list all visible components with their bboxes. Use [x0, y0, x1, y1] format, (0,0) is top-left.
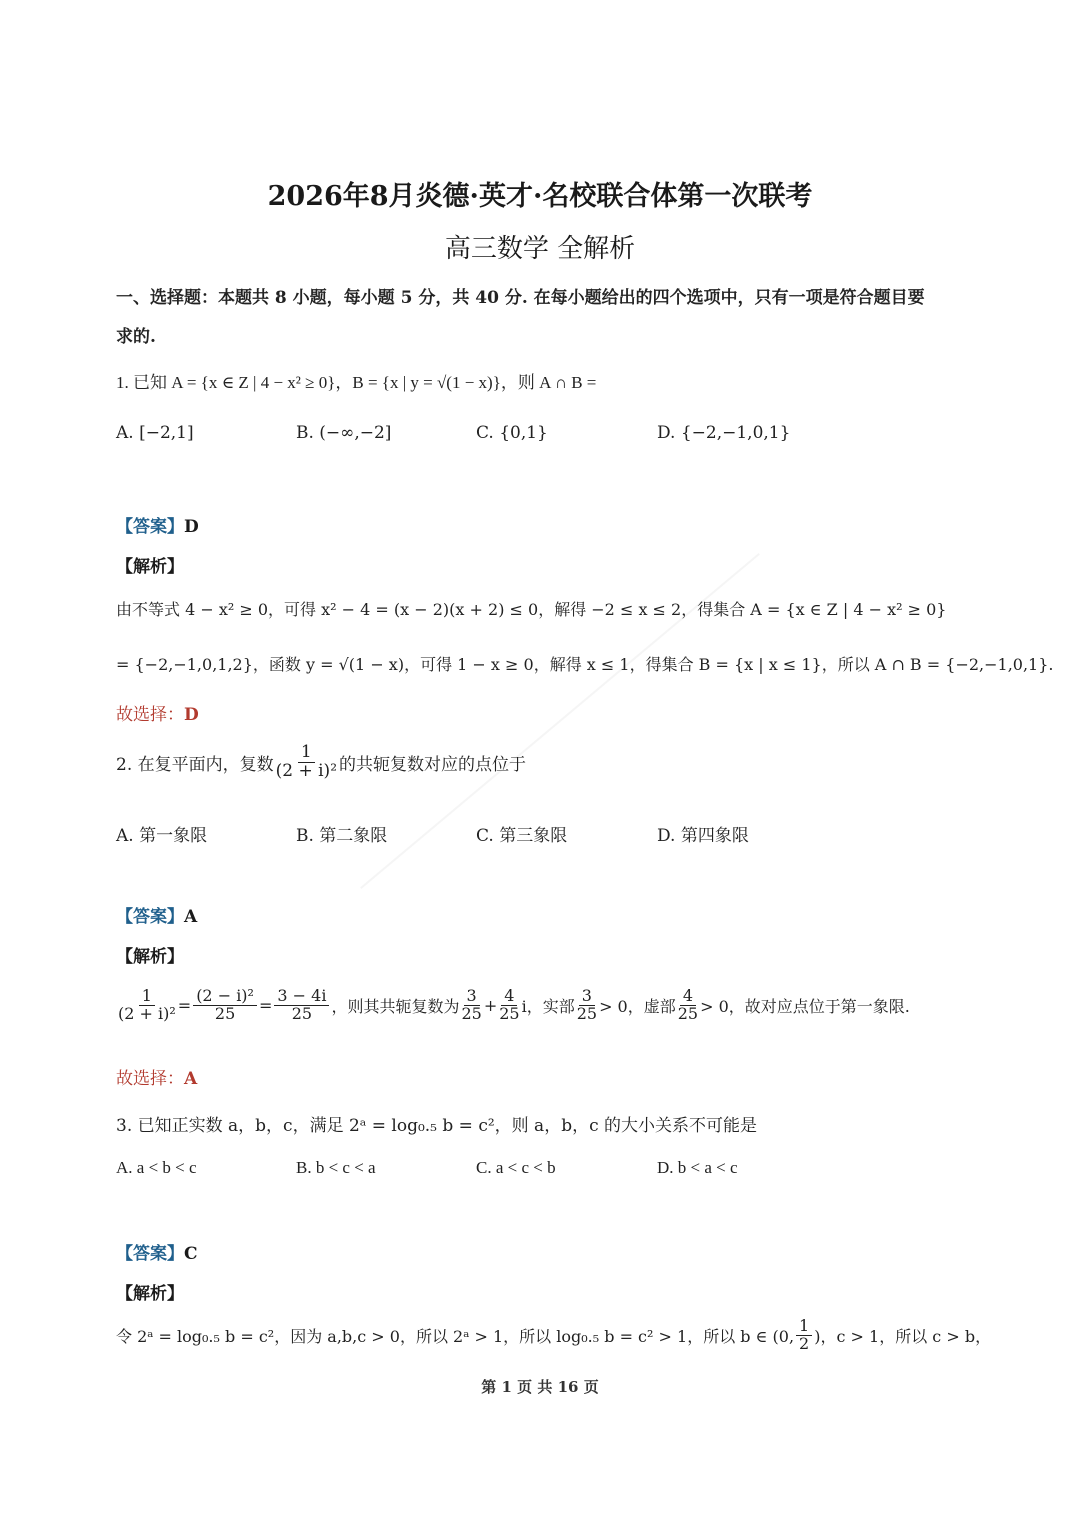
q2-stem-suffix: 的共轭复数对应的点位于 — [339, 754, 527, 775]
section-heading-line2: 求的. — [116, 327, 156, 347]
answer-label: 【答案】 — [116, 1244, 184, 1264]
q3-analysis-label: 【解析】 — [116, 1284, 184, 1304]
conclusion-label: 故选择： — [116, 705, 184, 725]
fraction-denominator: 25 — [214, 1003, 236, 1023]
q3-option-a: A. a < b < c — [116, 1158, 197, 1177]
q3-option-b: B. b < c < a — [296, 1158, 376, 1177]
q1-analysis-line2: = {−2,−1,0,1,2}，函数 y = √(1 − x)，可得 1 − x ≥ 0，解得 x ≤ 1，得集合 B = {x | x ≤ 1}，所以 A ∩ B = {−2,−1,0,1}. — [116, 655, 1054, 674]
fraction-numerator: 4 — [501, 988, 517, 1006]
fraction-numerator: 1 — [298, 744, 315, 763]
q2-option-d: D. 第四象限 — [657, 826, 749, 846]
q2-analysis-line — [116, 988, 910, 1023]
q1-option-b: B. (−∞,−2] — [296, 423, 392, 443]
q2-option-a: A. 第一象限 — [116, 826, 208, 846]
equals-sign: = — [258, 995, 273, 1015]
q1-analysis-label: 【解析】 — [116, 557, 184, 577]
q1-analysis-line1: 由不等式 4 − x² ≥ 0，可得 x² − 4 = (x − 2)(x + 2) ≤ 0，解得 −2 ≤ x ≤ 2，得集合 A = {x ∈ Z | 4 − x² ≥ 0} — [116, 600, 947, 619]
section-heading-line1: 一、选择题：本题共 8 小题，每小题 5 分，共 40 分. 在每小题给出的四个选项中，只有一项是符合题目要 — [116, 288, 925, 308]
fraction-numerator: 4 — [680, 988, 696, 1006]
answer-label: 【答案】 — [116, 517, 184, 537]
q3-analysis-line — [116, 1318, 991, 1353]
fraction-denominator: (2 + i)² — [275, 760, 338, 781]
fraction — [499, 988, 519, 1023]
q2-answer — [116, 902, 197, 927]
fraction-numerator: 1 — [139, 988, 155, 1006]
fraction-denominator: 25 — [576, 1003, 598, 1023]
q1-conclusion — [116, 700, 199, 725]
fraction-numerator: 3 — [464, 988, 480, 1006]
fraction-denominator: (2 + i)² — [118, 1003, 176, 1023]
q3-option-d: D. b < a < c — [657, 1158, 738, 1177]
fraction-numerator: (2 − i)² — [193, 988, 257, 1006]
q2-analysis-label: 【解析】 — [116, 947, 184, 967]
q2-analysis-text-2: i，实部 — [521, 996, 575, 1016]
fraction-denominator: 25 — [291, 1003, 313, 1023]
answer-value: D — [184, 517, 199, 537]
fraction-numerator: 3 — [579, 988, 595, 1006]
fraction — [193, 988, 257, 1023]
q2-option-b: B. 第二象限 — [296, 826, 388, 846]
answer-value: A — [184, 907, 198, 927]
document-subtitle: 高三数学 全解析 — [444, 234, 636, 264]
q2-conclusion — [116, 1064, 197, 1089]
fraction — [461, 988, 481, 1023]
fraction-denominator: 25 — [499, 1003, 520, 1023]
q3-stem: 3. 已知正实数 a，b，c，满足 2ᵃ = log₀.₅ b = c²，则 a，b，c 的大小关系不可能是 — [116, 1116, 758, 1136]
fraction-numerator: 1 — [796, 1318, 812, 1336]
fraction — [577, 988, 597, 1023]
conclusion-value: D — [184, 705, 199, 725]
fraction-numerator: 3 − 4i — [274, 988, 329, 1006]
q1-option-c: C. {0,1} — [476, 423, 548, 443]
q1-answer — [116, 512, 199, 537]
q3-answer — [116, 1239, 198, 1264]
fraction — [118, 988, 176, 1023]
answer-label: 【答案】 — [116, 907, 184, 927]
page-footer: 第 1 页 共 16 页 — [481, 1378, 599, 1396]
q1-stem: 1. 已知 A = {x ∈ Z | 4 − x² ≥ 0}，B = {x | y = √(1 − x)}，则 A ∩ B = — [116, 373, 597, 392]
fraction-denominator: 25 — [677, 1003, 699, 1023]
conclusion-value: A — [184, 1069, 198, 1089]
fraction — [678, 988, 698, 1023]
q2-option-c: C. 第三象限 — [476, 826, 568, 846]
q1-option-d: D. {−2,−1,0,1} — [657, 423, 791, 443]
fraction — [274, 988, 329, 1023]
fraction-denominator: 25 — [461, 1003, 482, 1023]
answer-value: C — [184, 1244, 198, 1264]
q2-analysis-text-1: ，则其共轭复数为 — [331, 996, 460, 1016]
plus-sign: + — [483, 995, 498, 1015]
q2-analysis-text-3: > 0，虚部 — [599, 996, 676, 1016]
equals-sign: = — [177, 995, 192, 1015]
document-title: 2026年8月炎德·英才·名校联合体第一次联考 — [267, 181, 813, 212]
q2-stem — [116, 744, 526, 781]
q3-analysis-prefix: 令 2ᵃ = log₀.₅ b = c²，因为 a,b,c > 0，所以 2ᵃ > 1，所以 log₀.₅ b = c² > 1，所以 b ∈ (0, — [116, 1326, 795, 1346]
fraction-denominator: 2 — [799, 1333, 810, 1353]
q2-analysis-text-4: > 0，故对应点位于第一象限. — [700, 996, 910, 1016]
q2-stem-fraction — [276, 744, 337, 781]
q1-option-a: A. [−2,1] — [116, 423, 194, 443]
q3-option-c: C. a < c < b — [476, 1158, 556, 1177]
fraction — [796, 1318, 812, 1353]
q3-analysis-suffix: )，c > 1，所以 c > b， — [814, 1326, 992, 1346]
q2-stem-prefix: 2. 在复平面内，复数 — [116, 754, 274, 775]
conclusion-label: 故选择： — [116, 1069, 184, 1089]
